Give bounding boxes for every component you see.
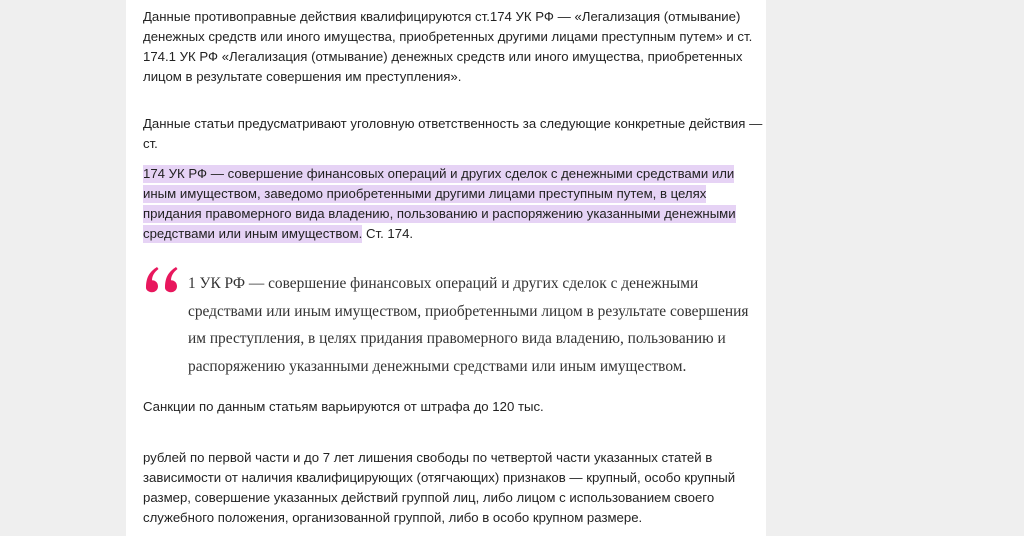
paragraph-sanctions-details: рублей по первой части и до 7 лет лишения свободы по четвертой части указанных статей в зависимости от наличия квалифицирующих (отягчающих) признаков — крупный, особо крупный размер, совершение указанных действий группой лиц, либо лицом с использованием своего служебного положения, организованной группой, либо в особо крупном размере. bbox=[143, 450, 736, 525]
paragraph-tail-text: Ст. 174. bbox=[362, 226, 414, 241]
quote-open-icon bbox=[140, 258, 184, 302]
highlighted-text[interactable]: 174 УК РФ — совершение финансовых операций и других сделок с денежными средствами или иным имуществом, заведомо приобретенными другими лицами преступным путем, в целях придания правомерного вида владению, пользованию и распоряжению указанными денежными средствами или иным имуществом. bbox=[143, 166, 736, 241]
paragraph-sanctions: Санкции по данным статьям варьируются от штрафа до 120 тыс. bbox=[143, 399, 544, 414]
paragraph-article-174 bbox=[143, 164, 765, 244]
blockquote-article-174-1: 1 УК РФ — совершение финансовых операций и других сделок с денежными средствами или иным имуществом, приобретенными лицом в результате совершения им преступления, в целях придания правомерного вида владению, пользованию и распоряжению указанными денежными средствами или иным имуществом. bbox=[188, 275, 749, 375]
paragraph-liability-intro: Данные статьи предусматривают уголовную ответственность за следующие конкретные действия — ст. bbox=[143, 116, 763, 151]
paragraph-legal-qualification: Данные противоправные действия квалифицируются ст.174 УК РФ — «Легализация (отмывание) денежных средств или иного имущества, приобретенных другими лицами преступным путем» и ст. 174.1 УК РФ «Легализация (отмывание) денежных средств или иного имущества, приобретенных лицом в результате совершения им преступления». bbox=[143, 9, 753, 84]
article-page bbox=[126, 0, 766, 536]
